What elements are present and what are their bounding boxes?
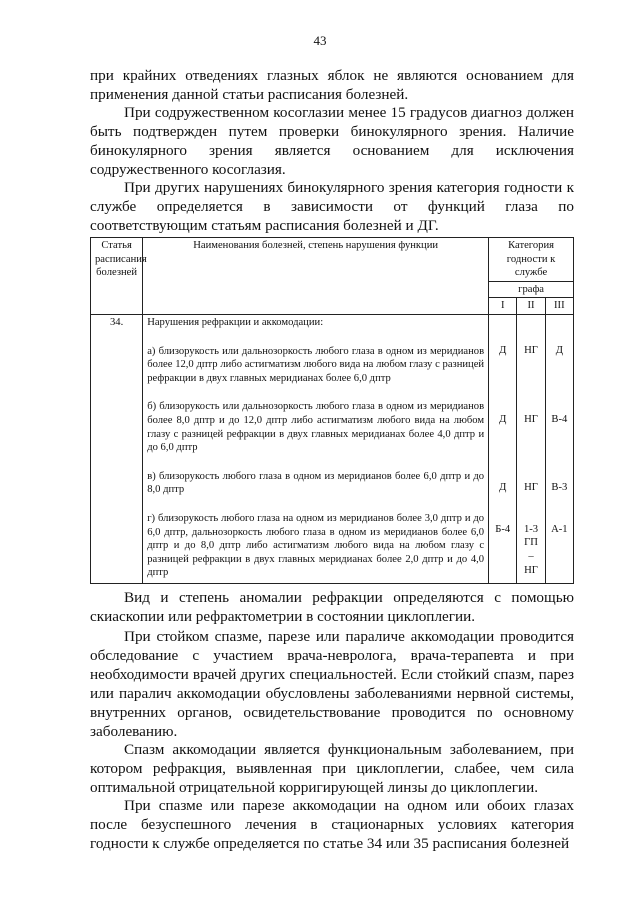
item-a-c3: Д bbox=[555, 344, 563, 356]
header-col-3: III bbox=[545, 298, 573, 315]
item-a-c2: НГ bbox=[524, 344, 538, 356]
table-row bbox=[91, 314, 574, 583]
header-article: Статья расписания болезней bbox=[91, 238, 143, 315]
item-a-c1: Д bbox=[499, 344, 507, 356]
item-g-c2: 1-3 ГП – НГ bbox=[523, 523, 539, 576]
item-b-c3: В-4 bbox=[551, 413, 568, 425]
paragraph-6: Спазм аккомодации является функциональным заболеванием, при котором рефракция, выявленная при циклоплегии, слабее, чем сила оптимальной отрицательной корригирующей линзы до циклоплегии. bbox=[90, 741, 574, 796]
item-b-c1: Д bbox=[499, 413, 507, 425]
paragraph-4: Вид и степень аномалии рефракции определяются с помощью скиаскопии или рефрактометрии в состоянии циклоплегии. bbox=[90, 589, 574, 625]
paragraph-2: При содружественном косоглазии менее 15 градусов диагноз должен быть подтвержден путем проверки бинокулярного зрения. Наличие бинокулярного зрения является основанием для исключения содружественного косоглазия. bbox=[90, 104, 574, 178]
paragraph-3: При других нарушениях бинокулярного зрения категория годности к службе определяется в зависимости от функций глаза по соответствующим статьям расписания болезней и ДГ. bbox=[90, 179, 574, 234]
header-names: Наименования болезней, степень нарушения функции bbox=[143, 238, 489, 315]
paragraph-5: При стойком спазме, парезе или параличе аккомодации проводится обследование с участием врача-невролога, врача-терапевта и при необходимости врачей других специальностей. Если стойкий спазм, парез или паралич аккомодации обусловлены заболеваниями нервной системы, внутренних органов, освидетельствование проводится по основному заболеванию. bbox=[90, 628, 574, 740]
header-category: Категория годности к службе bbox=[489, 238, 574, 282]
item-v-text: в) близорукость любого глаза в одном из меридианов более 6,0 дптр и до 8,0 дптр bbox=[147, 470, 485, 496]
paragraph-1: при крайних отведениях глазных яблок не являются основанием для применения данной статьи расписания болезней. bbox=[90, 67, 574, 103]
category-col-2 bbox=[517, 314, 545, 583]
item-v-c2: НГ bbox=[524, 482, 538, 494]
page-number: 43 bbox=[313, 33, 327, 48]
item-b-text: б) близорукость или дальнозоркость любого глаза в одном из меридианов более 8,0 дптр и до 12,0 дптр либо астигматизм любого вида на любом глазу с разницей рефракции в двух главных меридианах более 4,0 дптр и до 6,0 дптр bbox=[147, 401, 485, 454]
category-col-3 bbox=[545, 314, 573, 583]
category-col-1 bbox=[489, 314, 517, 583]
item-a-text: а) близорукость или дальнозоркость любого глаза в одном из меридианов более 12,0 дптр либо астигматизм любого вида на любом глазу с разницей рефракции в двух главных меридианах более 6,0 дптр bbox=[147, 345, 485, 384]
header-col-2: II bbox=[517, 298, 545, 315]
item-v-c3: В-3 bbox=[551, 482, 568, 494]
row-title: Нарушения рефракции и аккомодации: bbox=[147, 316, 324, 328]
item-g-text: г) близорукость любого глаза на одном из меридианов более 3,0 дптр и до 6,0 дптр, дальнозоркость любого глаза в одном из меридианов более 6,0 дптр и до 8,0 дптр либо астигматизм любого вида на любом глазу с разницей рефракции в двух главных меридианах более 2,0 дптр и до 4,0 дптр bbox=[147, 512, 485, 579]
item-g-c1: Б-4 bbox=[495, 523, 511, 535]
item-v-c1: Д bbox=[499, 482, 507, 494]
header-grafa: графа bbox=[489, 281, 574, 298]
header-col-1: I bbox=[489, 298, 517, 315]
row-article: 34. bbox=[91, 314, 143, 583]
diseases-table bbox=[90, 237, 574, 584]
row-names bbox=[143, 314, 489, 583]
paragraph-7: При спазме или парезе аккомодации на одном или обоих глазах после безуспешного лечения в стационарных условиях категория годности к службе определяется по статье 34 или 35 расписания болезней bbox=[90, 797, 574, 852]
item-b-c2: НГ bbox=[524, 413, 538, 425]
item-g-c3: А-1 bbox=[551, 523, 568, 535]
